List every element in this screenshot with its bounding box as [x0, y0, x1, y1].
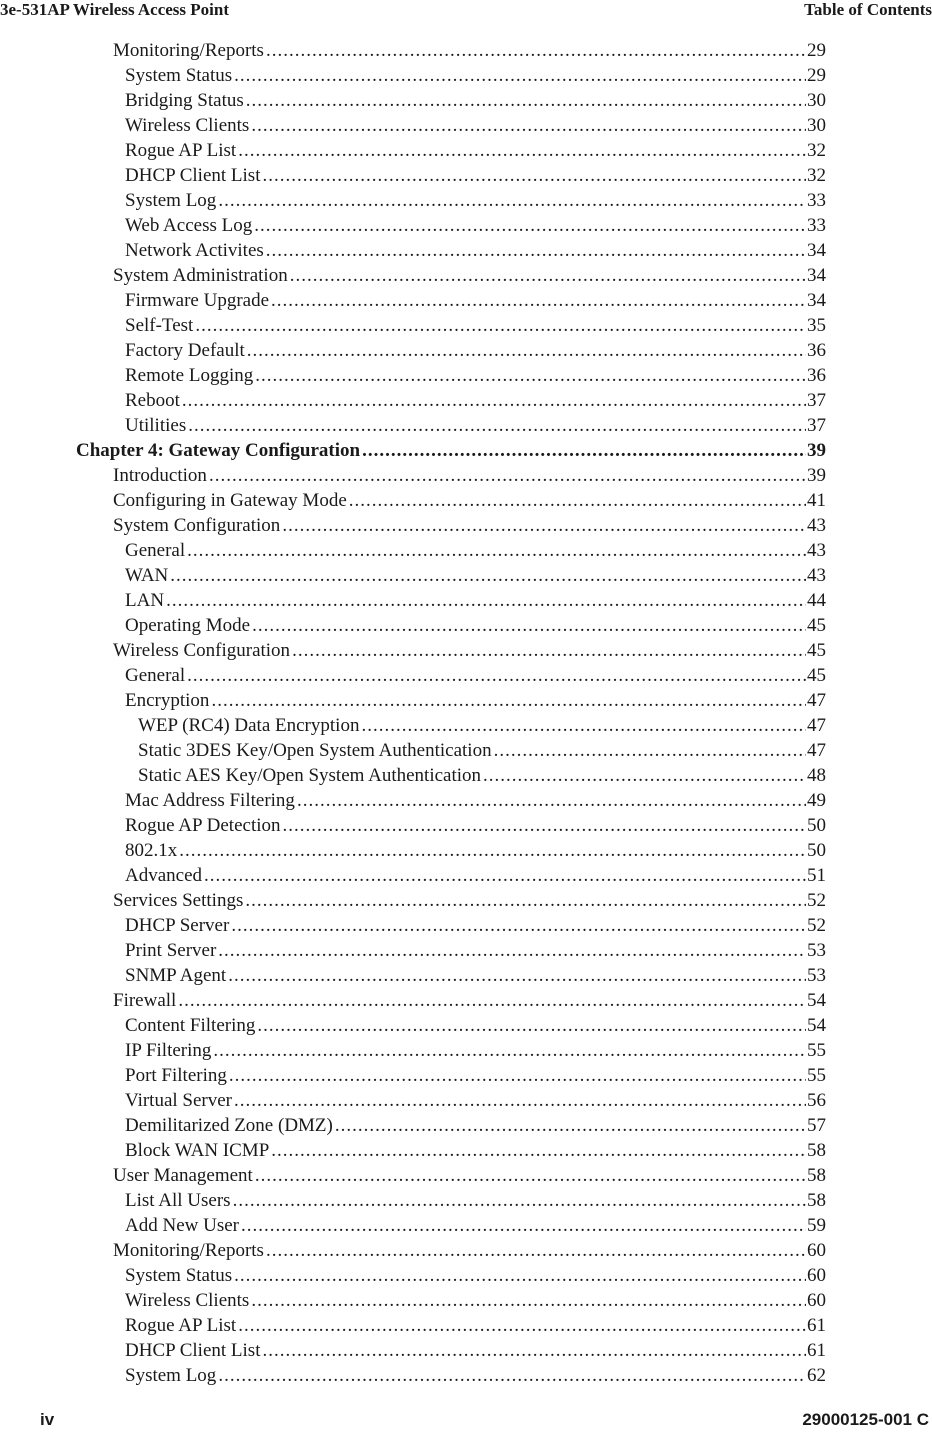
toc-entry[interactable]	[0, 888, 826, 913]
toc-entry[interactable]	[0, 638, 826, 663]
toc-dot-leader	[283, 813, 807, 838]
toc-entry-title: Virtual Server	[125, 1090, 233, 1111]
toc-entry-page: 62	[807, 1365, 826, 1386]
toc-dot-leader	[178, 988, 806, 1013]
toc-dot-leader	[483, 763, 806, 788]
toc-entry-page: 33	[807, 215, 826, 236]
toc-entry[interactable]	[0, 263, 826, 288]
toc-entry-title: Remote Logging	[125, 365, 254, 386]
toc-entry-title: Introduction	[113, 465, 207, 486]
toc-entry[interactable]	[0, 138, 826, 163]
toc-entry[interactable]	[0, 463, 826, 488]
toc-dot-leader	[266, 1238, 806, 1263]
toc-entry-page: 55	[807, 1040, 826, 1061]
toc-dot-leader	[218, 938, 806, 963]
toc-entry[interactable]	[0, 913, 826, 938]
toc-entry-page: 48	[807, 765, 826, 786]
toc-entry-title: Network Activites	[125, 240, 264, 261]
toc-entry-title: IP Filtering	[125, 1040, 212, 1061]
toc-entry-page: 32	[807, 165, 826, 186]
toc-dot-leader	[255, 363, 806, 388]
toc-dot-leader	[335, 1113, 806, 1138]
toc-entry[interactable]	[0, 538, 826, 563]
toc-entry-title: Demilitarized Zone (DMZ)	[125, 1115, 333, 1136]
toc-entry[interactable]	[0, 663, 826, 688]
page-number: iv	[40, 1410, 55, 1429]
toc-entry[interactable]	[0, 1038, 826, 1063]
toc-entry[interactable]	[0, 1013, 826, 1038]
toc-entry-title: System Status	[125, 1265, 233, 1286]
toc-entry-title: Web Access Log	[125, 215, 253, 236]
toc-entry[interactable]	[0, 1263, 826, 1288]
toc-entry-title: Mac Address Filtering	[125, 790, 295, 811]
page-header	[0, 0, 932, 20]
toc-entry-title: Bridging Status	[125, 90, 244, 111]
toc-entry-title: Firewall	[113, 990, 177, 1011]
toc-entry-page: 43	[807, 515, 826, 536]
toc-entry-title: Rogue AP Detection	[125, 815, 281, 836]
toc-entry[interactable]	[0, 1188, 826, 1213]
toc-entry[interactable]	[0, 1313, 826, 1338]
toc-entry-title: WEP (RC4) Data Encryption	[138, 715, 360, 736]
toc-entry-page: 60	[807, 1290, 826, 1311]
toc-entry-page: 29	[807, 40, 826, 61]
toc-entry-title: Block WAN ICMP	[125, 1140, 270, 1161]
toc-entry[interactable]	[0, 1163, 826, 1188]
toc-entry[interactable]	[0, 38, 826, 63]
toc-entry[interactable]	[0, 1213, 826, 1238]
toc-entry-page: 52	[807, 915, 826, 936]
toc-entry[interactable]	[0, 413, 826, 438]
toc-dot-leader	[246, 88, 806, 113]
toc-entry-page: 45	[807, 640, 826, 661]
toc-dot-leader	[257, 1013, 806, 1038]
toc-entry-page: 37	[807, 390, 826, 411]
toc-entry[interactable]	[0, 188, 826, 213]
toc-entry-title: Content Filtering	[125, 1015, 256, 1036]
toc-dot-leader	[238, 138, 806, 163]
toc-entry-page: 47	[807, 740, 826, 761]
toc-entry-title: Reboot	[125, 390, 180, 411]
document-number: 29000125-001 C	[802, 1410, 929, 1429]
toc-entry-title: Monitoring/Reports	[113, 40, 264, 61]
toc-entry[interactable]	[0, 388, 826, 413]
toc-dot-leader	[290, 263, 806, 288]
toc-dot-leader	[213, 1038, 806, 1063]
toc-entry-page: 33	[807, 190, 826, 211]
toc-entry-page: 59	[807, 1215, 826, 1236]
toc-entry-page: 39	[807, 440, 826, 461]
toc-entry-page: 58	[807, 1190, 826, 1211]
toc-entry[interactable]	[0, 63, 826, 88]
toc-chapter-entry[interactable]	[0, 438, 826, 463]
toc-entry-title: Services Settings	[113, 890, 244, 911]
toc-entry-page: 58	[807, 1165, 826, 1186]
toc-entry-title: Port Filtering	[125, 1065, 227, 1086]
section-title: Table of Contents	[804, 0, 932, 19]
toc-entry[interactable]	[0, 1363, 826, 1388]
toc-entry-title: Static AES Key/Open System Authentication	[138, 765, 482, 786]
toc-entry-page: 36	[807, 340, 826, 361]
toc-dot-leader	[247, 338, 806, 363]
toc-entry-page: 53	[807, 965, 826, 986]
toc-dot-leader	[245, 888, 806, 913]
toc-entry[interactable]	[0, 363, 826, 388]
toc-dot-leader	[282, 513, 806, 538]
toc-entry-title: Wireless Clients	[125, 1290, 250, 1311]
toc-entry-title: System Status	[125, 65, 233, 86]
toc-entry[interactable]	[0, 1288, 826, 1313]
toc-entry[interactable]	[0, 338, 826, 363]
toc-entry-page: 36	[807, 365, 826, 386]
toc-entry-title: DHCP Client List	[125, 165, 261, 186]
toc-entry-title: 802.1x	[125, 840, 178, 861]
toc-dot-leader	[234, 1088, 806, 1113]
toc-entry-page: 34	[807, 240, 826, 261]
toc-dot-leader	[218, 1363, 806, 1388]
toc-entry-page: 45	[807, 615, 826, 636]
toc-entry-page: 35	[807, 315, 826, 336]
toc-dot-leader	[234, 1263, 806, 1288]
toc-entry-title: Wireless Configuration	[113, 640, 291, 661]
toc-entry-page: 45	[807, 665, 826, 686]
toc-entry-title: Rogue AP List	[125, 1315, 237, 1336]
toc-entry-page: 34	[807, 290, 826, 311]
toc-entry[interactable]	[0, 713, 826, 738]
toc-entry-title: Advanced	[125, 865, 203, 886]
page-footer	[0, 1410, 932, 1432]
toc-entry-title: System Log	[125, 1365, 217, 1386]
toc-entry-page: 61	[807, 1340, 826, 1361]
toc-entry-title: Chapter 4: Gateway Configuration	[76, 440, 361, 461]
toc-entry-page: 50	[807, 815, 826, 836]
toc-dot-leader	[166, 588, 806, 613]
toc-dot-leader	[231, 913, 806, 938]
toc-entry-title: Factory Default	[125, 340, 245, 361]
toc-dot-leader	[262, 163, 806, 188]
toc-dot-leader	[228, 963, 806, 988]
toc-dot-leader	[254, 213, 806, 238]
toc-entry-title: System Log	[125, 190, 217, 211]
toc-dot-leader	[209, 463, 806, 488]
toc-entry[interactable]	[0, 588, 826, 613]
toc-dot-leader	[234, 63, 806, 88]
toc-dot-leader	[362, 438, 806, 463]
toc-dot-leader	[349, 488, 806, 513]
toc-entry-page: 49	[807, 790, 826, 811]
toc-entry[interactable]	[0, 863, 826, 888]
toc-entry-page: 51	[807, 865, 826, 886]
document-title: 3e-531AP Wireless Access Point	[0, 0, 230, 19]
toc-entry-page: 30	[807, 115, 826, 136]
toc-dot-leader	[271, 1138, 806, 1163]
toc-dot-leader	[187, 538, 806, 563]
toc-dot-leader	[361, 713, 806, 738]
toc-entry-page: 60	[807, 1265, 826, 1286]
toc-dot-leader	[252, 613, 806, 638]
toc-entry[interactable]	[0, 788, 826, 813]
toc-entry-title: Utilities	[125, 415, 187, 436]
toc-dot-leader	[218, 188, 806, 213]
toc-entry-title: Firmware Upgrade	[125, 290, 270, 311]
toc-entry-title: LAN	[125, 590, 165, 611]
toc-dot-leader	[255, 1163, 806, 1188]
toc-entry[interactable]	[0, 738, 826, 763]
toc-entry-title: General	[125, 665, 186, 686]
toc-dot-leader	[187, 663, 806, 688]
toc-entry-title: Monitoring/Reports	[113, 1240, 264, 1261]
toc-dot-leader	[297, 788, 806, 813]
toc-dot-leader	[262, 1338, 806, 1363]
toc-entry-page: 39	[807, 465, 826, 486]
toc-entry-page: 54	[807, 1015, 826, 1036]
toc-entry-title: Configuring in Gateway Mode	[113, 490, 347, 511]
toc-entry-page: 29	[807, 65, 826, 86]
toc-entry-page: 61	[807, 1315, 826, 1336]
table-of-contents	[0, 38, 932, 1388]
toc-entry-title: Rogue AP List	[125, 140, 237, 161]
toc-entry-title: DHCP Server	[125, 915, 230, 936]
toc-entry-page: 47	[807, 690, 826, 711]
toc-entry-title: WAN	[125, 565, 169, 586]
toc-dot-leader	[179, 838, 806, 863]
toc-entry-page: 41	[807, 490, 826, 511]
toc-dot-leader	[233, 1188, 806, 1213]
toc-entry-page: 53	[807, 940, 826, 961]
toc-entry[interactable]	[0, 763, 826, 788]
toc-dot-leader	[241, 1213, 806, 1238]
toc-dot-leader	[188, 413, 806, 438]
toc-entry-page: 44	[807, 590, 826, 611]
toc-entry[interactable]	[0, 838, 826, 863]
toc-entry-title: SNMP Agent	[125, 965, 227, 986]
toc-entry-page: 30	[807, 90, 826, 111]
toc-entry-page: 32	[807, 140, 826, 161]
toc-entry[interactable]	[0, 1063, 826, 1088]
toc-entry-page: 43	[807, 540, 826, 561]
toc-entry[interactable]	[0, 113, 826, 138]
toc-entry-title: Encryption	[125, 690, 210, 711]
toc-dot-leader	[211, 688, 806, 713]
toc-entry-page: 47	[807, 715, 826, 736]
toc-entry[interactable]	[0, 213, 826, 238]
toc-entry-title: User Management	[113, 1165, 253, 1186]
toc-entry-page: 34	[807, 265, 826, 286]
toc-entry[interactable]	[0, 938, 826, 963]
toc-entry-title: System Configuration	[113, 515, 281, 536]
toc-entry[interactable]	[0, 1238, 826, 1263]
toc-entry[interactable]	[0, 513, 826, 538]
toc-entry-title: Wireless Clients	[125, 115, 250, 136]
toc-entry-page: 57	[807, 1115, 826, 1136]
toc-dot-leader	[271, 288, 806, 313]
toc-entry[interactable]	[0, 313, 826, 338]
toc-dot-leader	[182, 388, 806, 413]
toc-entry-title: Operating Mode	[125, 615, 251, 636]
toc-entry-title: Static 3DES Key/Open System Authentication	[138, 740, 492, 761]
toc-entry-title: Print Server	[125, 940, 217, 961]
toc-entry[interactable]	[0, 488, 826, 513]
toc-entry[interactable]	[0, 1138, 826, 1163]
toc-dot-leader	[266, 238, 806, 263]
toc-entry[interactable]	[0, 988, 826, 1013]
toc-entry[interactable]	[0, 563, 826, 588]
toc-entry-page: 54	[807, 990, 826, 1011]
toc-entry-page: 43	[807, 565, 826, 586]
toc-dot-leader	[494, 738, 806, 763]
toc-entry-page: 50	[807, 840, 826, 861]
toc-entry-page: 56	[807, 1090, 826, 1111]
toc-entry-page: 58	[807, 1140, 826, 1161]
toc-dot-leader	[238, 1313, 806, 1338]
toc-dot-leader	[170, 563, 806, 588]
toc-dot-leader	[251, 113, 806, 138]
toc-entry[interactable]	[0, 1113, 826, 1138]
toc-dot-leader	[204, 863, 806, 888]
toc-entry[interactable]	[0, 613, 826, 638]
toc-dot-leader	[292, 638, 806, 663]
toc-entry-title: Self-Test	[125, 315, 194, 336]
toc-entry[interactable]	[0, 688, 826, 713]
toc-entry-page: 52	[807, 890, 826, 911]
toc-entry-page: 55	[807, 1065, 826, 1086]
toc-entry-title: System Administration	[113, 265, 288, 286]
toc-entry[interactable]	[0, 288, 826, 313]
toc-entry-title: Add New User	[125, 1215, 239, 1236]
toc-dot-leader	[251, 1288, 806, 1313]
toc-entry[interactable]	[0, 163, 826, 188]
toc-entry-title: DHCP Client List	[125, 1340, 261, 1361]
toc-dot-leader	[229, 1063, 806, 1088]
toc-entry-title: List All Users	[125, 1190, 231, 1211]
toc-entry-page: 60	[807, 1240, 826, 1261]
toc-entry[interactable]	[0, 88, 826, 113]
toc-entry-page: 37	[807, 415, 826, 436]
toc-entry[interactable]	[0, 238, 826, 263]
toc-entry[interactable]	[0, 1088, 826, 1113]
toc-entry[interactable]	[0, 1338, 826, 1363]
toc-entry[interactable]	[0, 963, 826, 988]
toc-entry[interactable]	[0, 813, 826, 838]
toc-entry-title: General	[125, 540, 186, 561]
toc-dot-leader	[266, 38, 806, 63]
toc-dot-leader	[195, 313, 806, 338]
